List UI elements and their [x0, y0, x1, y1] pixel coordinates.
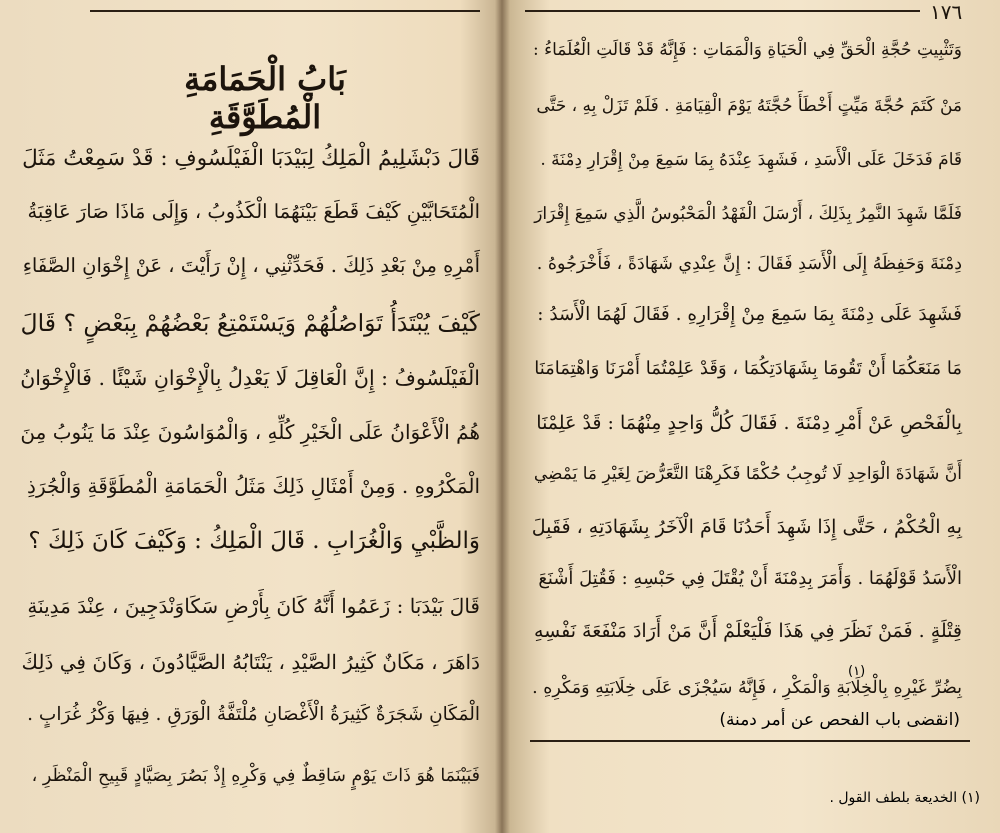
right-line-4: فَلَمَّا شَهِدَ النَّمِرُ بِذَلِكَ ، أَرْسَلَ الْفَهْدُ الْمَحْبُوسُ الَّذِي سَمِعَ إِقْرَارَ	[534, 204, 962, 224]
chapter-closing-note: (انقضى باب الفحص عن أمر دمنة)	[719, 710, 960, 730]
right-line-6: فَشَهِدَ عَلَى دِمْنَةَ بِمَا سَمِعَ مِنْ إِقْرَارِهِ . فَقَالَ لَهُمَا الْأَسَدُ :	[537, 304, 962, 325]
left-line-3: أَمْرِهِ مِنْ بَعْدِ ذَلِكَ . فَحَدِّثْنِي ، إِنْ رَأَيْتَ ، عَنْ إِخْوَانِ الصَّفَاءِ	[22, 254, 480, 277]
right-line-1: وَتَثْبِيتِ حُجَّةِ الْحَقِّ فِي الْحَيَاةِ وَالْمَمَاتِ : فَإِنَّهُ قَدْ قَالَتِ الْعُلَمَاءُ :	[532, 40, 962, 60]
left-line-10: دَاهَرَ ، مَكَانٌ كَثِيرُ الصَّيْدِ ، يَنْتَابُهُ الصَّيَّادُونَ ، وَكَانَ فِي ذَلِكَ	[21, 650, 480, 674]
left-line-6: هُمُ الْأَعْوَانُ عَلَى الْخَيْرِ كُلِّهِ ، وَالْمُوَاسُونَ عِنْدَ مَا يَنُوبُ مِنَ	[20, 420, 480, 444]
footnote-rule	[530, 740, 970, 742]
left-line-1: قَالَ دَبْشَلِيمُ الْمَلِكُ لِبَيْدَبَا الْفَيْلَسُوفِ : قَدْ سَمِعْتُ مَثَلَ	[22, 146, 480, 171]
right-page	[512, 0, 1000, 833]
right-line-13: بِضُرِّ غَيْرِهِ بِالْخِلَابَةِ وَالْمَكْرِ ، فَإِنَّهُ سَيُجْزَى عَلَى خِلَابَتِهِ وَمَكْرِهِ .	[532, 678, 962, 698]
right-line-5: دِمْنَةَ وَحَفِظَهُ إِلَى الْأَسَدِ فَقَالَ : إِنَّ عِنْدِي شَهَادَةً ، فَأَخْرَجُوهُ .	[536, 254, 962, 274]
right-line-8: بِالْفَحْصِ عَنْ أَمْرِ دِمْنَةَ . فَقَالَ كُلُّ وَاحِدٍ مِنْهُمَا : قَدْ عَلِمْنَا	[536, 412, 962, 434]
right-line-2: مَنْ كَتَمَ حُجَّةَ مَيِّتٍ أَخْطَأَ حُجَّتَهُ يَوْمَ الْقِيَامَةِ . فَلَمْ تَزَلْ بِهِ ، حَتَّى	[536, 96, 962, 116]
left-line-11: الْمَكَانِ شَجَرَةٌ كَثِيرَةُ الْأَغْصَانِ مُلْتَفَّةُ الْوَرَقِ . فِيهَا وَكْرُ غُرَابٍ .	[27, 704, 480, 725]
right-line-3: قَامَ فَدَخَلَ عَلَى الْأَسَدِ ، فَشَهِدَ عِنْدَهُ بِمَا سَمِعَ مِنْ إِقْرَارِ دِمْنَةَ .	[540, 150, 962, 170]
footnote-marker: (١)	[848, 664, 866, 679]
footnote-text: (١) الخديعة بلطف القول .	[829, 790, 980, 806]
right-line-7: مَا مَنَعَكُمَا أَنْ تَقُومَا بِشَهَادَتِكُمَا ، وَقَدْ عَلِمْتُمَا أَمْرَنَا وَاهْتِمَامَنَا	[534, 358, 962, 379]
left-line-5: الْفَيْلَسُوفُ : إِنَّ الْعَاقِلَ لَا يَعْدِلُ بِالْإِخْوَانِ شَيْئًا . فَالْإِخْوَانُ	[20, 366, 480, 390]
left-page	[0, 0, 498, 833]
left-line-8: وَالظَّبْيِ وَالْغُرَابِ . قَالَ الْمَلِكُ : وَكَيْفَ كَانَ ذَلِكَ ؟	[28, 528, 480, 554]
right-line-12: قِتْلَةٍ . فَمَنْ نَظَرَ فِي هَذَا فَلْيَعْلَمْ أَنَّ مَنْ أَرَادَ مَنْفَعَةَ نَفْسِهِ	[533, 620, 962, 642]
left-line-7: الْمَكْرُوهِ . وَمِنْ أَمْثَالِ ذَلِكَ مَثَلُ الْحَمَامَةِ الْمُطَوَّقَةِ وَالْجُرَذِ	[27, 474, 480, 498]
page-number: ١٧٦	[930, 0, 963, 24]
left-line-12: فَبَيْنَمَا هُوَ ذَاتَ يَوْمٍ سَاقِطٌ فِي وَكْرِهِ إِذْ بَصُرَ بِصَيَّادٍ قَبِيحِ الْمَنْظَرِ ،	[31, 766, 480, 786]
right-line-11: الْأَسَدُ قَوْلَهُمَا . وَأَمَرَ بِدِمْنَةَ أَنْ يُقْتَلَ فِي حَبْسِهِ : فَقُتِلَ أَشْنَعَ	[538, 568, 962, 589]
chapter-title: بَابُ الْحَمَامَةِ الْمُطَوَّقَةِ	[184, 60, 346, 136]
right-line-10: بِهِ الْحُكْمُ ، حَتَّى إِذَا شَهِدَ أَحَدُنَا قَامَ الْآخَرُ بِشَهَادَتِهِ ، فَقَبِلَ	[531, 516, 962, 538]
left-line-2: الْمُتَحَابَّيْنِ كَيْفَ قَطَعَ بَيْنَهُمَا الْكَذُوبُ ، وَإِلَى مَاذَا صَارَ عَاقِبَةُ	[27, 200, 480, 223]
left-line-4: كَيْفَ يُبْتَدَأُ تَوَاصُلُهُمْ وَيَسْتَمْتِعُ بَعْضُهُمْ بِبَعْضٍ ؟ قَالَ	[20, 309, 480, 337]
left-line-9: قَالَ بَيْدَبَا : زَعَمُوا أَنَّهُ كَانَ بِأَرْضِ سَكَاوَنْدَجِينَ ، عِنْدَ مَدِينَةِ	[27, 594, 480, 618]
right-line-9: أَنَّ شَهَادَةَ الْوَاحِدِ لَا تُوجِبُ حُكْمًا فَكَرِهْنَا التَّعَرُّضَ لِغَيْرِ مَا يَمْضِي	[533, 464, 962, 484]
